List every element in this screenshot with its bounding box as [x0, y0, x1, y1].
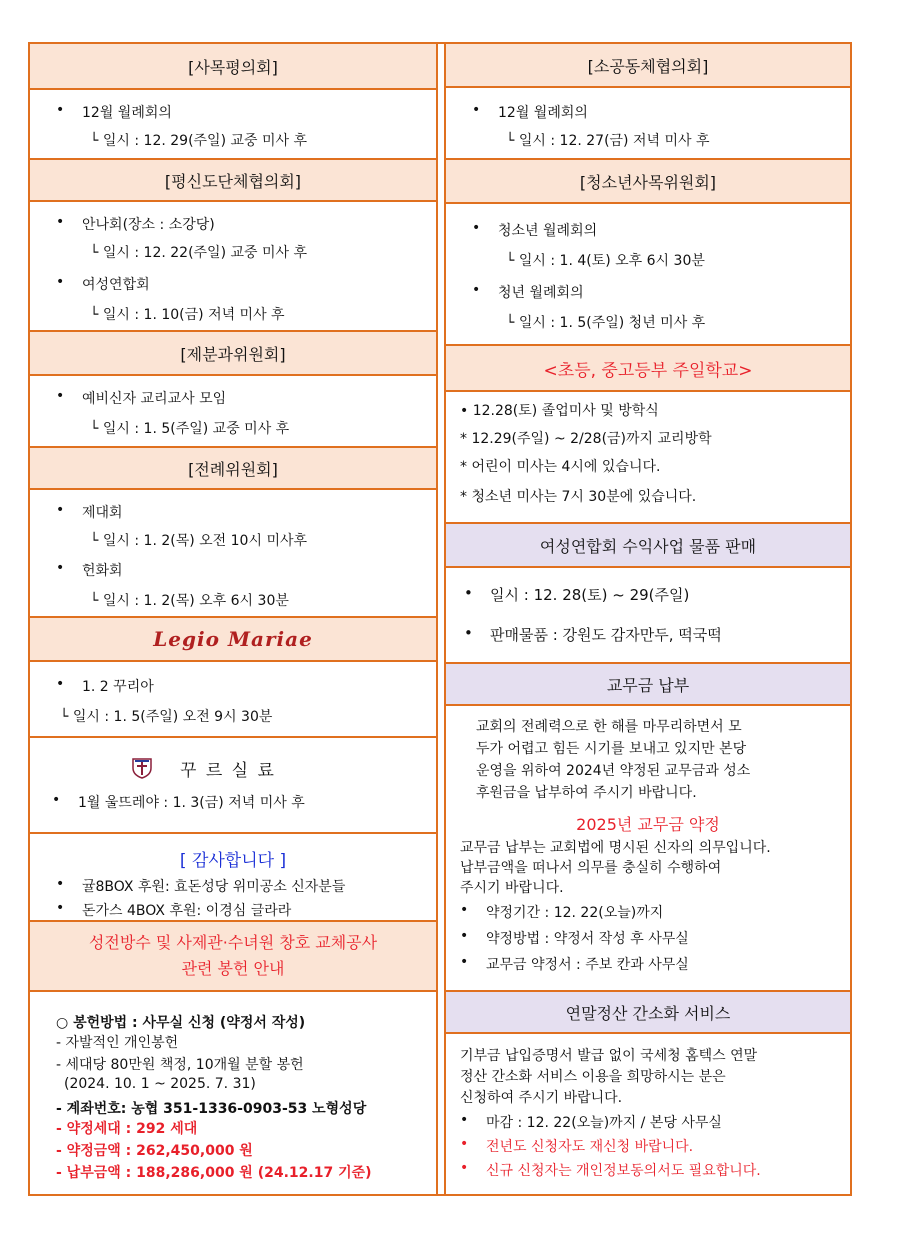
list-item: • 안나회(장소 : 소강당) — [82, 214, 215, 234]
list-item: • 1월 울뜨레야 : 1. 3(금) 저녁 미사 후 — [78, 792, 305, 812]
section-title: [평신도단체협의회] — [30, 158, 436, 202]
offering-period: (2024. 10. 1 ~ 2025. 7. 31) — [64, 1076, 256, 1092]
left-column — [30, 44, 438, 1194]
list-item-detail: └ 일시 : 1. 5(주일) 청년 미사 후 — [506, 315, 706, 331]
section-body — [446, 392, 850, 514]
paid-amount: - 납부금액 : 188,286,000 원 (24.12.17 기준) — [56, 1165, 372, 1181]
construction-title-line1: 성전방수 및 사제관·수녀원 창호 교체공사 — [88, 933, 378, 952]
tithe-notice: 교무금 납부는 교회법에 명시된 신자의 의무입니다. 납부금액을 떠나서 의무를 충실히 수행하여 주시기 바랍니다. — [460, 840, 771, 896]
section-title-sunday-school: <초등, 중고등부 주일학교> — [446, 344, 850, 392]
section-title-construction — [30, 920, 436, 992]
list-item-detail: └ 일시 : 1. 5(주일) 교중 미사 후 — [90, 421, 290, 437]
tithe-subtitle: 2025년 교무금 약정 — [576, 815, 720, 834]
section-body — [446, 204, 850, 344]
section-body — [30, 490, 436, 616]
section-title: 연말정산 간소화 서비스 — [446, 990, 850, 1034]
list-item: • 판매물품 : 강원도 감자만두, 떡국떡 — [490, 624, 722, 645]
section-body — [446, 88, 850, 158]
section-body-construction — [30, 992, 436, 1194]
section-body — [30, 376, 436, 446]
list-item: • 12월 월례회의 — [82, 102, 172, 122]
cursillo-title: 꾸 르 실 료 — [180, 761, 276, 781]
section-body-cursillo — [30, 738, 436, 832]
section-title: [소공동체협의회] — [446, 44, 850, 88]
thanks-title: [ 감사합니다 ] — [179, 851, 287, 871]
legio-mariae-logo: Legio Mariae — [153, 627, 313, 651]
tithe-paragraph: 교회의 전례력으로 한 해를 마무리하면서 모 두가 어렵고 힘든 시기를 보내고 있지만 본당 운영을 위하여 2024년 약정된 교무금과 성소 후원금을 납부하여 주시기 바랍니다. — [476, 719, 751, 801]
list-item: • 제대회 — [82, 502, 123, 522]
section-title: [전례위원회] — [30, 446, 436, 490]
section-title: 교무금 납부 — [446, 662, 850, 706]
pledged-households: - 약정세대 : 292 세대 — [56, 1121, 198, 1137]
right-column — [444, 44, 850, 1194]
list-item: • 일시 : 12. 28(토) ~ 29(주일) — [490, 584, 689, 605]
tax-paragraph: 기부금 납입증명서 발급 없이 국세청 홈텍스 연말 정산 간소화 서비스 이용을 희망하시는 분은 신청하여 주시기 바랍니다. — [460, 1048, 758, 1106]
list-item-detail: └ 일시 : 1. 2(목) 오후 6시 30분 — [90, 593, 289, 609]
section-body — [30, 662, 436, 736]
section-body — [30, 90, 436, 158]
offering-line: - 자발적인 개인봉헌 — [56, 1035, 179, 1051]
section-body-tithe — [446, 706, 850, 992]
list-item: • 약정기간 : 12. 22(오늘)까지 — [486, 902, 663, 922]
list-item: • 12월 월례회의 — [498, 102, 588, 122]
section-title: [청소년사목위원회] — [446, 158, 850, 204]
list-item: • 신규 신청자는 개인정보동의서도 필요합니다. — [486, 1160, 761, 1180]
section-body-thanks — [30, 834, 436, 920]
section-title: [제분과위원회] — [30, 330, 436, 376]
section-title: 여성연합회 수익사업 물품 판매 — [446, 522, 850, 568]
notice-line: * 청소년 미사는 7시 30분에 있습니다. — [460, 489, 697, 505]
list-item-detail: └ 일시 : 1. 4(토) 오후 6시 30분 — [506, 253, 705, 269]
cursillo-emblem-icon — [130, 756, 154, 780]
list-item-detail: └ 일시 : 12. 27(금) 저녁 미사 후 — [506, 133, 710, 149]
pledged-amount: - 약정금액 : 262,450,000 원 — [56, 1143, 253, 1159]
notice-line: • 12.28(토) 졸업미사 및 방학식 — [460, 403, 659, 419]
list-item: • 예비신자 교리교사 모임 — [82, 388, 226, 408]
list-item: • 돈가스 4BOX 후원: 이경심 글라라 — [82, 900, 291, 920]
section-body — [446, 568, 850, 662]
list-item: • 청년 월례회의 — [498, 282, 584, 302]
list-item-detail: └ 일시 : 1. 5(주일) 오전 9시 30분 — [60, 709, 273, 725]
list-item: • 약정방법 : 약정서 작성 후 사무실 — [486, 928, 689, 948]
list-item-detail: └ 일시 : 1. 10(금) 저녁 미사 후 — [90, 307, 285, 323]
section-title: [사목평의회] — [30, 44, 436, 90]
list-item-detail: └ 일시 : 12. 22(주일) 교중 미사 후 — [90, 245, 308, 261]
bank-account: - 계좌번호: 농협 351-1336-0903-53 노형성당 — [56, 1101, 367, 1117]
bulletin-frame — [28, 42, 852, 1196]
offering-line: - 세대당 80만원 책정, 10개월 분할 봉헌 — [56, 1057, 304, 1073]
list-item: • 귤8BOX 후원: 효돈성당 위미공소 신자분들 — [82, 876, 345, 896]
section-body — [30, 202, 436, 330]
offering-method: ○ 봉헌방법 : 사무실 신청 (약정서 작성) — [56, 1015, 306, 1031]
list-item: • 교무금 약정서 : 주보 칸과 사무실 — [486, 954, 689, 974]
list-item: • 청소년 월례회의 — [498, 220, 597, 240]
notice-line: * 12.29(주일) ~ 2/28(금)까지 교리방학 — [460, 431, 712, 447]
list-item: • 헌화회 — [82, 560, 123, 580]
section-title-legio — [30, 616, 436, 662]
list-item: • 전년도 신청자도 재신청 바랍니다. — [486, 1136, 693, 1156]
list-item: • 1. 2 꾸리아 — [82, 676, 154, 696]
list-item: • 마감 : 12. 22(오늘)까지 / 본당 사무실 — [486, 1112, 722, 1132]
list-item-detail: └ 일시 : 12. 29(주일) 교중 미사 후 — [90, 133, 308, 149]
notice-line: * 어린이 미사는 4시에 있습니다. — [460, 459, 661, 475]
list-item-detail: └ 일시 : 1. 2(목) 오전 10시 미사후 — [90, 533, 308, 549]
list-item: • 여성연합회 — [82, 274, 150, 294]
section-body-tax — [446, 1034, 850, 1194]
construction-title-line2: 관련 봉헌 안내 — [181, 959, 285, 978]
